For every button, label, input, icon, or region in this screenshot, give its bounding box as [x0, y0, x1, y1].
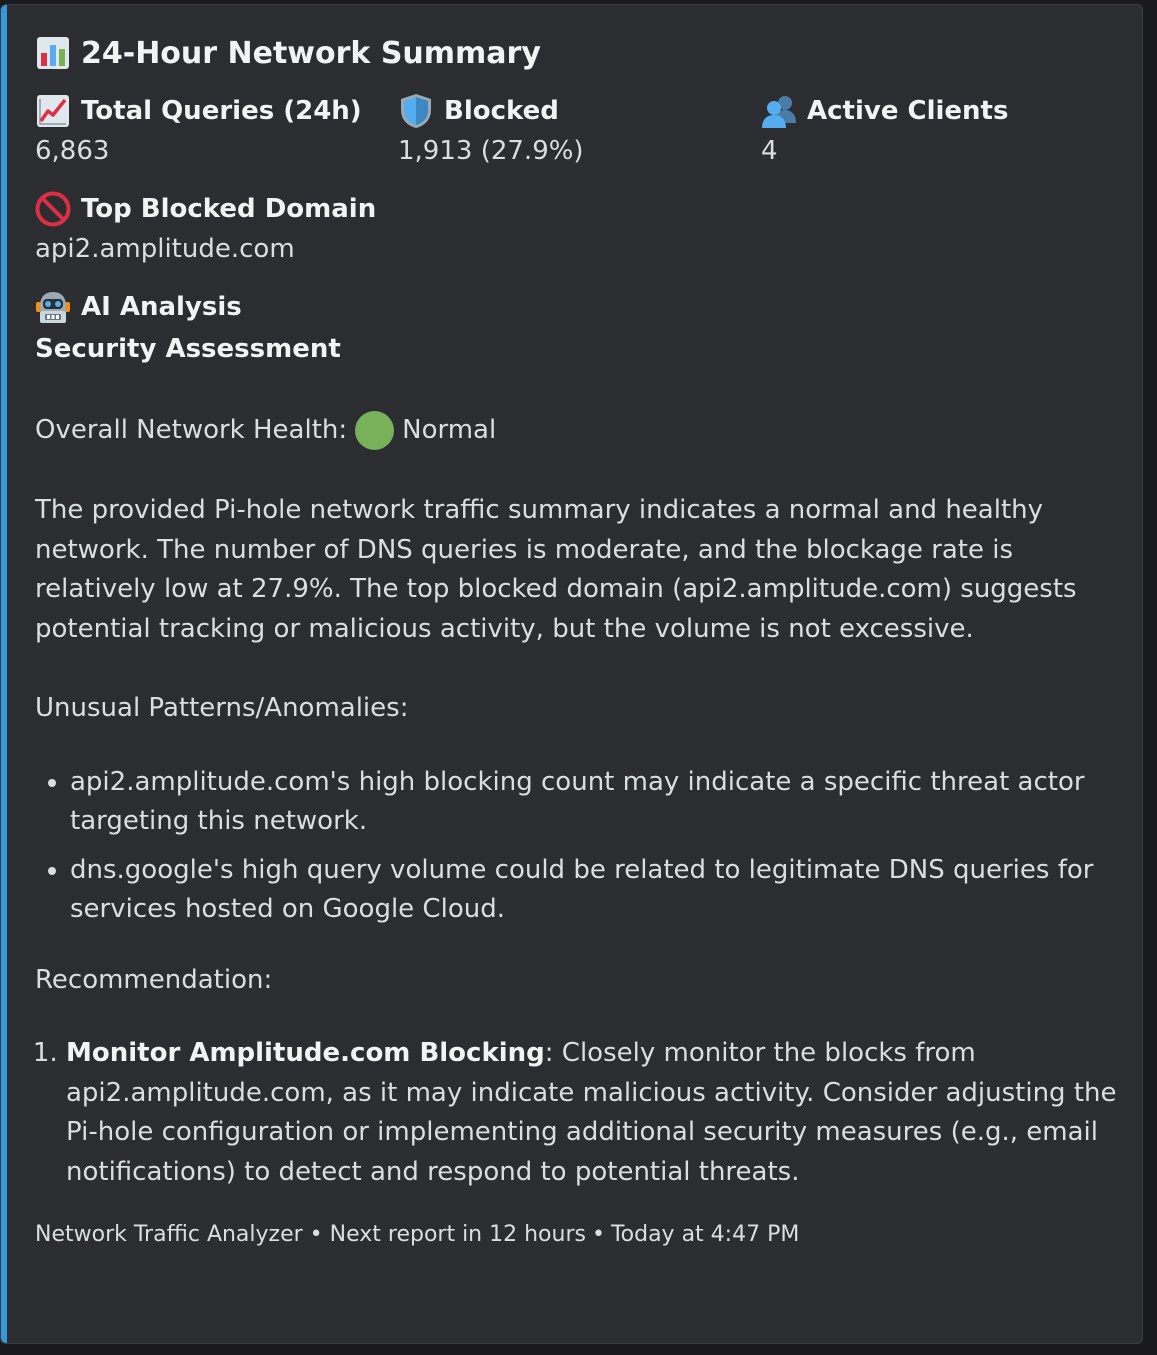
footer-text: Network Traffic Analyzer • Next report in 12 hours [35, 1222, 586, 1247]
shield-icon [398, 93, 434, 129]
field-total-queries [35, 91, 398, 167]
field-name: Total Queries (24h) [81, 96, 362, 126]
chart-increasing-icon [35, 93, 71, 129]
summary-paragraph: The provided Pi-hole network traffic summary indicates a normal and healthy network. The number of DNS queries is moderate, and the blockage rate is relatively low at 27.9%. The top blocked domain (api2.amplitude.com) suggests potential tracking or malicious activity, but the volume is not excessive. [35, 495, 1077, 644]
field-value: 4 [761, 136, 778, 166]
anomalies-label: Unusual Patterns/Anomalies: [35, 693, 409, 723]
field-name: Blocked [444, 96, 559, 126]
list-item: • api2.amplitude.com's high blocking count may indicate a specific threat actor targeting this network. [70, 763, 1125, 842]
footer-timestamp: Today at 4:47 PM [610, 1222, 800, 1247]
field-name: AI Analysis [81, 292, 242, 322]
field-value: 6,863 [35, 136, 110, 166]
no-entry-icon [35, 191, 71, 227]
recommendations-list [35, 1034, 1125, 1192]
field-active-clients [761, 91, 1124, 167]
embed-accent-bar [1, 5, 7, 1343]
field-ai-analysis [35, 287, 1125, 1192]
field-blocked [398, 91, 761, 167]
embed-card [0, 4, 1143, 1344]
list-item [66, 1034, 1125, 1192]
embed-title [35, 33, 1125, 73]
health-status: Normal [402, 415, 497, 445]
health-label: Overall Network Health: [35, 415, 348, 445]
green-circle-icon [355, 411, 394, 450]
people-icon [761, 93, 797, 129]
network-health-row [35, 409, 1125, 451]
recommendation-title: Monitor Amplitude.com Blocking [66, 1038, 545, 1068]
recommendation-text: : Closely monitor the blocks from api2.amplitude.com, as it may indicate malicious activity. Consider adjusting the Pi-hole configuration or implementing additional security measures (e.g., email notifications) to detect and respond to potential threats. [66, 1038, 1117, 1187]
embed-title-text: 24-Hour Network Summary [81, 35, 541, 71]
security-assessment-heading: Security Assessment [35, 334, 341, 364]
bar-chart-icon [35, 35, 71, 71]
embed-content [35, 33, 1125, 1250]
field-top-blocked-domain [35, 189, 398, 265]
field-value: api2.amplitude.com [35, 234, 295, 264]
embed-footer [35, 1220, 1125, 1250]
footer-separator: • [591, 1222, 605, 1247]
robot-icon [35, 289, 71, 325]
field-name: Top Blocked Domain [81, 194, 377, 224]
field-value: 1,913 (27.9%) [398, 136, 584, 166]
fields-grid [35, 91, 1125, 265]
recommendation-label: Recommendation: [35, 964, 273, 995]
anomalies-list [35, 763, 1125, 930]
field-name: Active Clients [807, 96, 1009, 126]
list-item: • dns.google's high query volume could be related to legitimate DNS queries for services hosted on Google Cloud. [70, 851, 1125, 930]
